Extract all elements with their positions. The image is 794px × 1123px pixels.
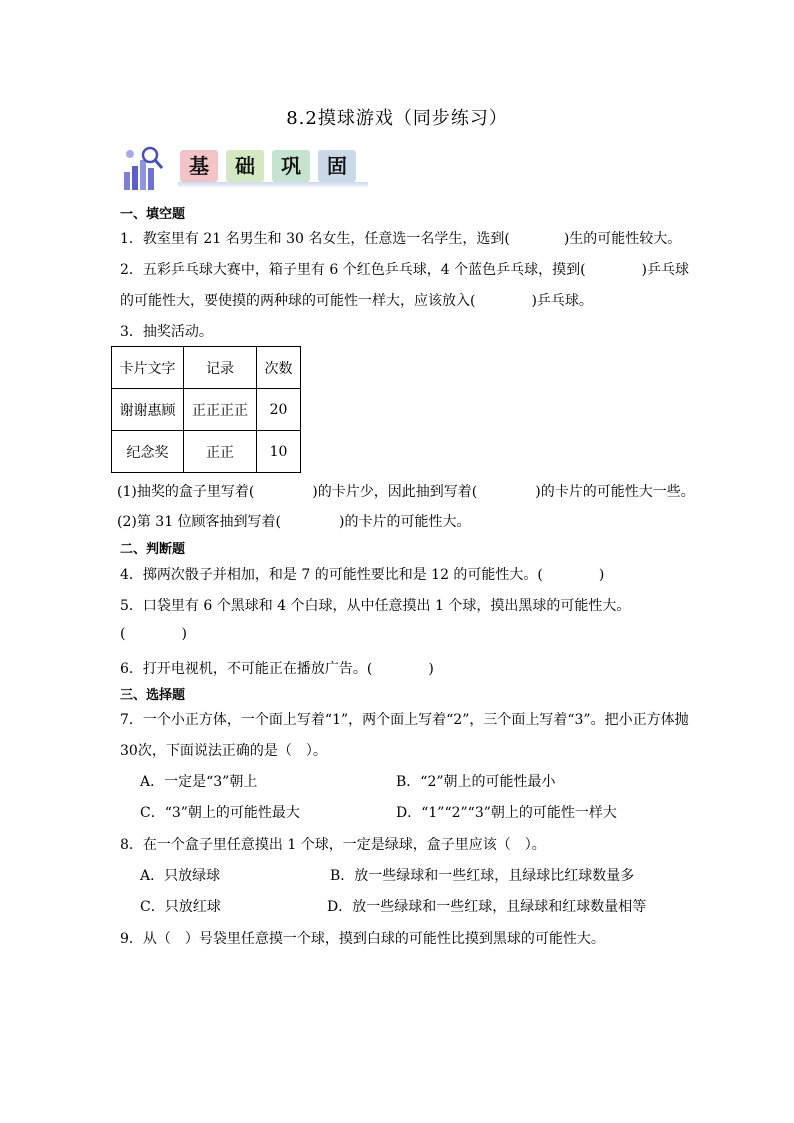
banner-char: 基	[180, 150, 218, 182]
banner-shadow	[178, 182, 368, 188]
choice-option-d[interactable]: D．放一些绿球和一些红球，且绿球和红球数量相等	[327, 899, 647, 915]
choice-option-c[interactable]: C．“3”朝上的可能性最大	[140, 805, 300, 821]
table-cell: 谢谢惠顾	[112, 389, 184, 431]
q1-text: 1．教室里有 21 名男生和 30 名女生，任意选一名学生，选到(	[120, 231, 510, 247]
banner-char: 础	[226, 150, 264, 182]
lottery-table	[111, 346, 301, 473]
table-cell: 纪念奖	[112, 431, 184, 473]
q5-close: )	[181, 626, 187, 642]
question-5: 5．口袋里有 6 个黑球和 4 个白球，从中任意摸出 1 个球，摸出黑球的可能性大。	[120, 598, 631, 614]
q3-text: )的卡片少，因此抽到写着(	[312, 484, 478, 500]
question-1	[120, 228, 681, 248]
question-7: 7．一个小正方体，一个面上写着“1”，两个面上写着“2”，三个面上写着“3”。把小正方体抛	[120, 712, 689, 728]
question-2	[120, 259, 689, 279]
q5-open: (	[120, 626, 126, 642]
statistics-logo-icon	[120, 146, 172, 192]
q2-text: 2．五彩乒乓球大赛中，箱子里有 6 个红色乒乓球，4 个蓝色乒乓球，摸到(	[120, 262, 586, 278]
table-cell: 20	[257, 389, 301, 431]
page-title: 8.2摸球游戏（同步练习）	[286, 108, 508, 129]
choice-option-d[interactable]: D．“1”“2”“3”朝上的可能性一样大	[396, 805, 617, 821]
question-4	[120, 564, 604, 584]
table-header-row	[112, 347, 301, 389]
choice-option-a[interactable]: A．一定是“3”朝上	[140, 774, 258, 790]
section-heading-judge: 二、判断题	[120, 542, 186, 557]
choice-option-b[interactable]: B．“2”朝上的可能性最小	[396, 774, 556, 790]
banner-char: 巩	[272, 150, 310, 182]
question-8: 8．在一个盒子里任意摸出 1 个球，一定是绿球，盒子里应该（ ）。	[120, 837, 546, 853]
section-heading-fill: 一、填空题	[120, 207, 186, 222]
q6-close: )	[428, 661, 434, 677]
question-2-cont	[120, 290, 593, 310]
table-header: 记录	[184, 347, 257, 389]
question-3-sub-1	[117, 481, 695, 501]
q2-text: 的可能性大，要使摸的两种球的可能性一样大，应该放入(	[120, 293, 476, 309]
table-header: 次数	[257, 347, 301, 389]
choice-option-b[interactable]: B．放一些绿球和一些红球，且绿球比红球数量多	[330, 868, 635, 884]
question-3-sub-2	[117, 511, 470, 531]
table-row	[112, 431, 301, 473]
question-9: 9．从（ ）号袋里任意摸一个球，摸到白球的可能性比摸到黑球的可能性大。	[120, 931, 605, 947]
question-6	[120, 658, 434, 678]
q3-text: )的卡片的可能性大。	[339, 514, 471, 530]
section-heading-choice: 三、选择题	[120, 688, 186, 703]
table-header: 卡片文字	[112, 347, 184, 389]
table-row	[112, 389, 301, 431]
q4-close: )	[598, 567, 605, 583]
choice-option-c[interactable]: C．只放红球	[140, 899, 221, 915]
choice-option-a[interactable]: A．只放绿球	[140, 868, 221, 884]
q4-text: 4．掷两次骰子并相加，和是 7 的可能性要比和是 12 的可能性大。(	[120, 567, 543, 583]
q2-text-end: )乒乓球。	[531, 293, 593, 309]
q6-text: 6．打开电视机，不可能正在播放广告。(	[120, 661, 373, 677]
banner-char: 固	[318, 150, 356, 182]
q2-text-end: )乒乓球	[641, 262, 690, 278]
table-cell: 正正正正	[184, 389, 257, 431]
q3-text: (1)抽奖的盒子里写着(	[117, 484, 255, 500]
question-3-label: 3．抽奖活动。	[120, 324, 213, 340]
table-cell: 10	[257, 431, 301, 473]
table-cell: 正正	[184, 431, 257, 473]
q3-text: )的卡片的可能性大一些。	[535, 484, 695, 500]
q3-text: (2)第 31 位顾客抽到写着(	[117, 514, 282, 530]
question-7-cont: 30次，下面说法正确的是（ ）。	[120, 743, 327, 759]
section-banner	[120, 146, 370, 192]
question-5-answer	[120, 626, 187, 642]
q1-text-end: )生的可能性较大。	[563, 231, 682, 247]
